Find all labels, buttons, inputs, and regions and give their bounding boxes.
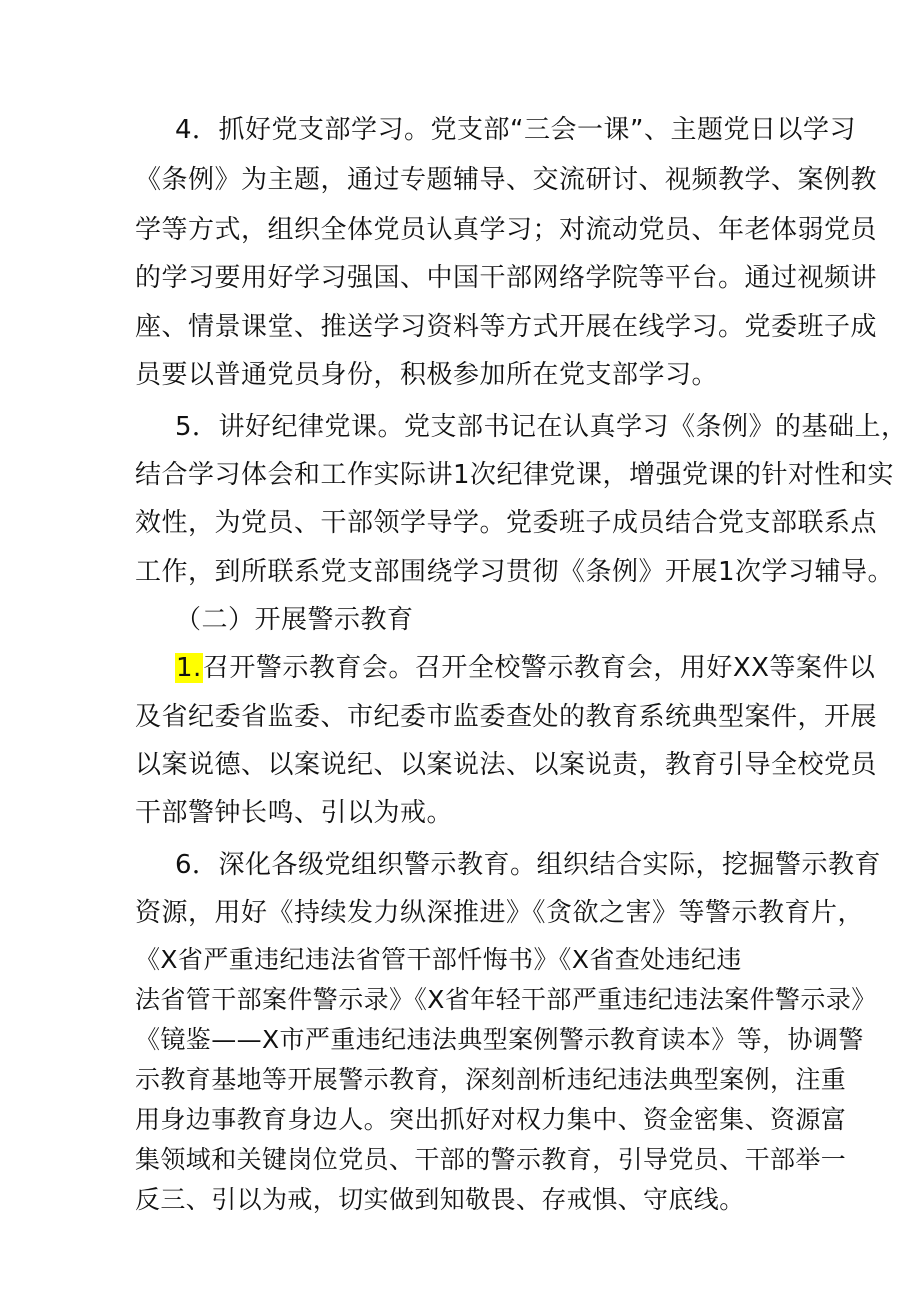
- item1-line-1: [175, 648, 876, 688]
- item6-line-5: 《镜鉴——X市严重违纪违法典型案例警示教育读本》等，协调警: [135, 1025, 864, 1054]
- item1-line-1-text: 召开警示教育会。召开全校警示教育会，用好XX等案件以: [202, 653, 876, 683]
- highlighted-number: 1.: [176, 653, 202, 683]
- item5-line-1: 5．讲好纪律党课。党支部书记在认真学习《条例》的基础上，: [175, 412, 908, 442]
- item6-line-6: 示教育基地等开展警示教育，深刻剖析违纪违法典型案例，注重: [135, 1065, 847, 1094]
- item4-line-2: 《条例》为主题，通过专题辅导、交流研讨、视频教学、案例教: [135, 165, 878, 195]
- item5-line-4: 工作，到所联系党支部围绕学习贯彻《条例》开展1次学习辅导。: [135, 557, 895, 587]
- item6-line-3: 《X省严重违纪违法省管干部忏悔书》《X省查处违纪违: [135, 945, 742, 974]
- item4-line-4: 的学习要用好学习强国、中国干部网络学院等平台。通过视频讲: [135, 263, 878, 293]
- item6-line-8: 集领域和关键岗位党员、干部的警示教育，引导党员、干部举一: [135, 1145, 847, 1174]
- item6-line-9: 反三、引以为戒，切实做到知敬畏、存戒惧、守底线。: [135, 1185, 745, 1214]
- item4-line-1: 4．抓好党支部学习。党支部“三会一课”、主题党日以学习: [175, 115, 856, 145]
- item6-line-4: 法省管干部案件警示录》《X省年轻干部严重违纪违法案件警示录》: [135, 985, 877, 1014]
- item5-line-3: 效性，为党员、干部领学导学。党委班子成员结合党支部联系点: [135, 508, 878, 538]
- item4-line-6: 员要以普通党员身份，积极参加所在党支部学习。: [135, 360, 719, 390]
- item4-line-5: 座、情景课堂、推送学习资料等方式开展在线学习。党委班子成: [135, 312, 878, 342]
- item6-line-7: 用身边事教育身边人。突出抓好对权力集中、资金密集、资源富: [135, 1105, 847, 1134]
- item6-line-1: 6．深化各级党组织警示教育。组织结合实际，挖掘警示教育: [175, 850, 882, 880]
- item6-line-2: 资源，用好《持续发力纵深推进》《贪欲之害》等警示教育片，: [135, 898, 865, 928]
- section-heading: （二）开展警示教育: [175, 605, 414, 635]
- item4-line-3: 学等方式，组织全体党员认真学习；对流动党员、年老体弱党员: [135, 215, 878, 245]
- item1-line-3: 以案说德、以案说纪、以案说法、以案说责，教育引导全校党员: [135, 750, 878, 780]
- item1-line-2: 及省纪委省监委、市纪委市监委查处的教育系统典型案件，开展: [135, 702, 878, 732]
- item1-line-4: 干部警钟长鸣、引以为戒。: [135, 798, 454, 828]
- item5-line-2: 结合学习体会和工作实际讲1次纪律党课，增强党课的针对性和实: [135, 460, 895, 490]
